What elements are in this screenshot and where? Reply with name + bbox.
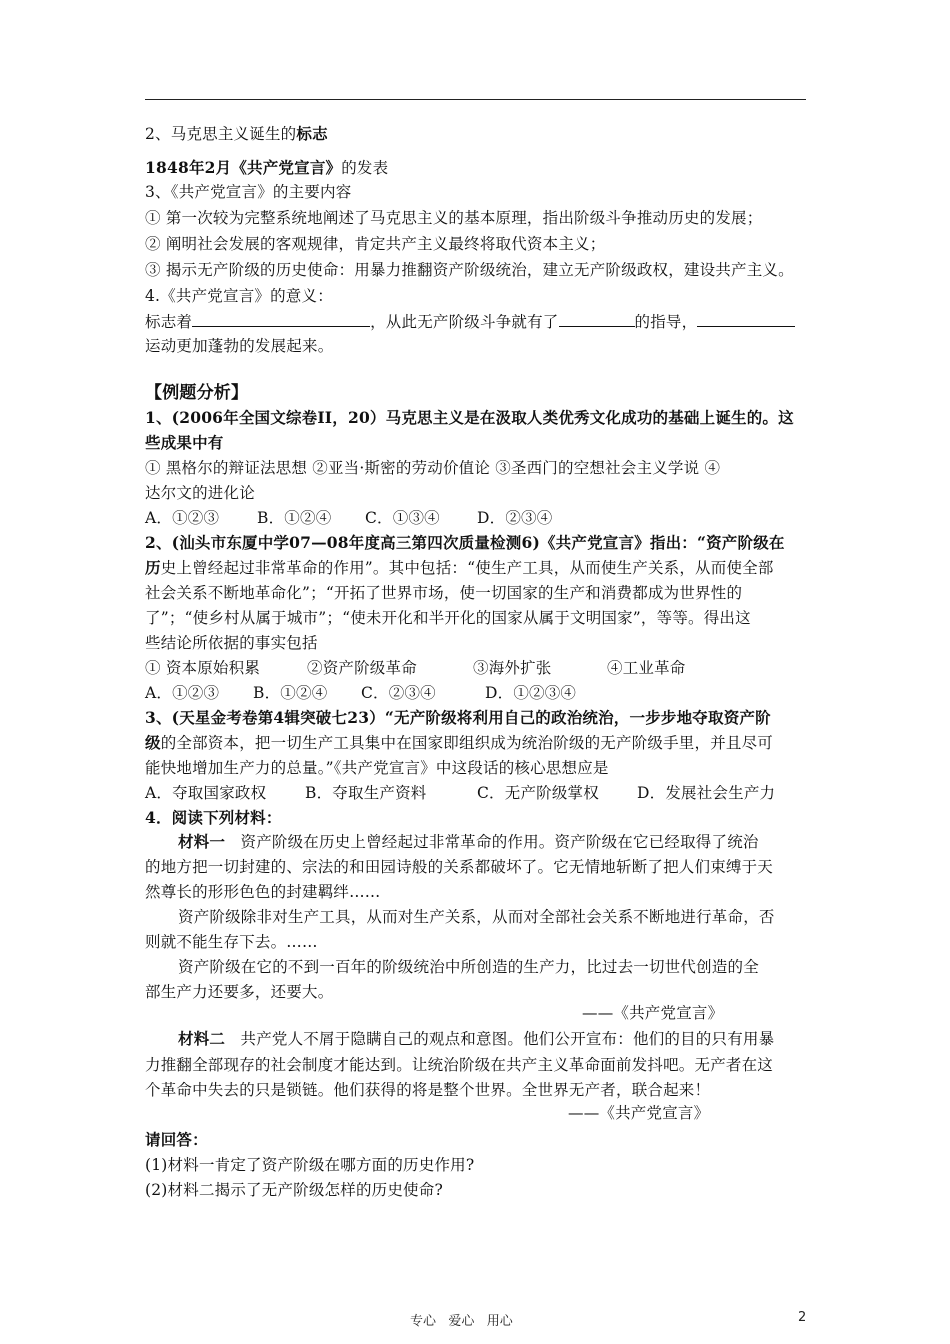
section3-point-2: ② 阐明社会发展的客观规律，肯定共产主义最终将取代资本主义； <box>145 235 606 253</box>
q3-stem-line1: 3、(天星金考卷第4辑突破七23）“无产阶级将利用自己的政治统治，一步步地夺取资产阶 <box>145 708 771 727</box>
material2-text-1: 共产党人不屑于隐瞒自己的观点和意图。他们公开宣布：他们的目的只有用暴 <box>240 1030 775 1048</box>
section2-title-bold: 标志 <box>296 124 328 143</box>
section2-title-text: 2、马克思主义诞生的 <box>145 125 297 143</box>
fill-blank-3[interactable] <box>697 311 795 327</box>
q3-stem-line3: 能快地增加生产力的总量。”《共产党宣言》中这段话的核心思想应是 <box>145 759 609 777</box>
q1-option-b[interactable]: B．①②④ <box>257 509 332 527</box>
material1-line4: 资产阶级除非对生产工具，从而对生产关系，从而对全部社会关系不断地进行革命，否 <box>178 908 775 926</box>
section4-text-b: ，从此无产阶级斗争就有了 <box>370 313 559 331</box>
page-number: 2 <box>798 1310 807 1325</box>
material2-label: 材料二 <box>178 1029 226 1048</box>
answer-prompt: 请回答： <box>145 1130 208 1149</box>
section3-point-1: ① 第一次较为完整系统地阐述了马克思主义的基本原理，指出阶级斗争推动历史的发展； <box>145 209 763 227</box>
q2-stem-line5: 些结论所依据的事实包括 <box>145 634 318 652</box>
sub-question-2: (2)材料二揭示了无产阶级怎样的历史使命? <box>145 1181 443 1199</box>
section2-answer <box>145 158 388 178</box>
q2-items <box>145 658 686 678</box>
q3-stem-line2-bold: 级 <box>145 733 161 752</box>
section4-line2: 运动更加蓬勃的发展起来。 <box>145 337 334 355</box>
q3-stem-line2-rest: 的全部资本，把一切生产工具集中在国家即组织成为统治阶级的无产阶级手里，并且尽可 <box>160 734 774 752</box>
q3-option-c[interactable]: C．无产阶级掌权 <box>477 784 599 802</box>
material1-line1 <box>178 832 759 852</box>
q2-stem-line2-rest: 史上曾经起过非常革命的作用”。其中包括：“使生产工具，从而使生产关系，从而使全部 <box>160 559 774 577</box>
section2-answer-date: 1848年2月 <box>145 158 232 177</box>
fill-blank-1[interactable] <box>192 311 370 327</box>
material2-line2: 力推翻全部现存的社会制度才能达到。让统治阶级在共产主义革命面前发抖吧。无产者在这 <box>145 1056 774 1074</box>
section4-line1 <box>145 311 795 332</box>
section3-title: 3、《共产党宣言》的主要内容 <box>145 183 352 201</box>
header-rule <box>145 99 806 100</box>
section3-point-3: ③ 揭示无产阶级的历史使命：用暴力推翻资产阶级统治，建立无产阶级政权，建设共产主义。 <box>145 261 794 279</box>
q3-option-b[interactable]: B．夺取生产资料 <box>305 784 427 802</box>
q1-option-a[interactable]: A．①②③ <box>145 509 220 527</box>
material2-source: ——《共产党宣言》 <box>568 1104 710 1122</box>
q2-stem-line1: 2、(汕头市东厦中学07—08年度高三第四次质量检测6)《共产党宣言》指出：“资产阶级在 <box>145 533 785 552</box>
material1-line3: 然尊长的形形色色的封建羁绊…… <box>145 883 381 901</box>
q2-option-c[interactable]: C．②③④ <box>361 684 436 702</box>
material1-label: 材料一 <box>178 832 226 851</box>
material1-line6: 资产阶级在它的不到一百年的阶级统治中所创造的生产力，比过去一切世代创造的全 <box>178 958 759 976</box>
q2-item-3: ③海外扩张 <box>473 659 552 677</box>
material2-line1 <box>178 1029 774 1049</box>
material1-line7: 部生产力还要多，还要大。 <box>145 983 334 1001</box>
q3-stem-line2 <box>145 733 773 753</box>
fill-blank-2[interactable] <box>559 311 635 327</box>
material1-source: ——《共产党宣言》 <box>582 1004 724 1022</box>
q3-option-d[interactable]: D．发展社会生产力 <box>637 784 776 802</box>
q4-title: 4．阅读下列材料： <box>145 808 282 827</box>
q2-item-4: ④工业革命 <box>607 659 686 677</box>
section2-answer-title: 《共产党宣言》 <box>231 158 342 177</box>
q2-option-b[interactable]: B．①②④ <box>253 684 328 702</box>
q1-items-line1: ① 黑格尔的辩证法思想 ②亚当·斯密的劳动价值论 ③圣西门的空想社会主义学说 ④ <box>145 459 721 477</box>
q2-option-a[interactable]: A．①②③ <box>145 684 220 702</box>
q1-option-d[interactable]: D．②③④ <box>477 509 553 527</box>
sub-question-1: (1)材料一肯定了资产阶级在哪方面的历史作用? <box>145 1156 475 1174</box>
q1-items-line2: 达尔文的进化论 <box>145 484 255 502</box>
material1-line2: 的地方把一切封建的、宗法的和田园诗般的关系都破坏了。它无情地斩断了把人们束缚于天 <box>145 858 774 876</box>
section2-title <box>145 124 328 144</box>
material2-line3: 个革命中失去的只是锁链。他们获得的将是整个世界。全世界无产者，联合起来！ <box>145 1081 711 1099</box>
footer-motto: 专心 爱心 用心 <box>410 1314 513 1329</box>
q1-stem-line1: 1、(2006年全国文综卷II，20）马克思主义是在汲取人类优秀文化成功的基础上诞生的。这 <box>145 408 794 427</box>
q2-stem-line2 <box>145 558 774 578</box>
q3-option-a[interactable]: A．夺取国家政权 <box>145 784 267 802</box>
q2-stem-line4: 了”；“使乡村从属于城市”；“使未开化和半开化的国家从属于文明国家”，等等。得出这 <box>145 609 751 627</box>
q2-stem-line3: 社会关系不断地革命化”；“开拓了世界市场，使一切国家的生产和消费都成为世界性的 <box>145 584 743 602</box>
section4-text-c: 的指导， <box>634 313 698 331</box>
q2-item-1: ① 资本原始积累 <box>145 659 261 677</box>
section2-answer-suffix: 的发表 <box>341 159 389 177</box>
section4-title: 4.《共产党宣言》的意义： <box>145 287 333 305</box>
material1-line5: 则就不能生存下去。…… <box>145 933 318 951</box>
q3-options <box>145 783 775 803</box>
q2-item-2: ②资产阶级革命 <box>307 659 417 677</box>
q1-option-c[interactable]: C．①③④ <box>365 509 440 527</box>
q1-stem-line2: 些成果中有 <box>145 433 224 452</box>
examples-heading: 【例题分析】 <box>145 383 249 403</box>
material1-text-1: 资产阶级在历史上曾经起过非常革命的作用。资产阶级在它已经取得了统治 <box>240 833 759 851</box>
q2-stem-line2-bold: 历 <box>145 558 161 577</box>
section4-text-a: 标志着 <box>145 313 193 331</box>
q1-options <box>145 508 552 528</box>
q2-option-d[interactable]: D．①②③④ <box>485 684 577 702</box>
q2-options <box>145 683 576 703</box>
